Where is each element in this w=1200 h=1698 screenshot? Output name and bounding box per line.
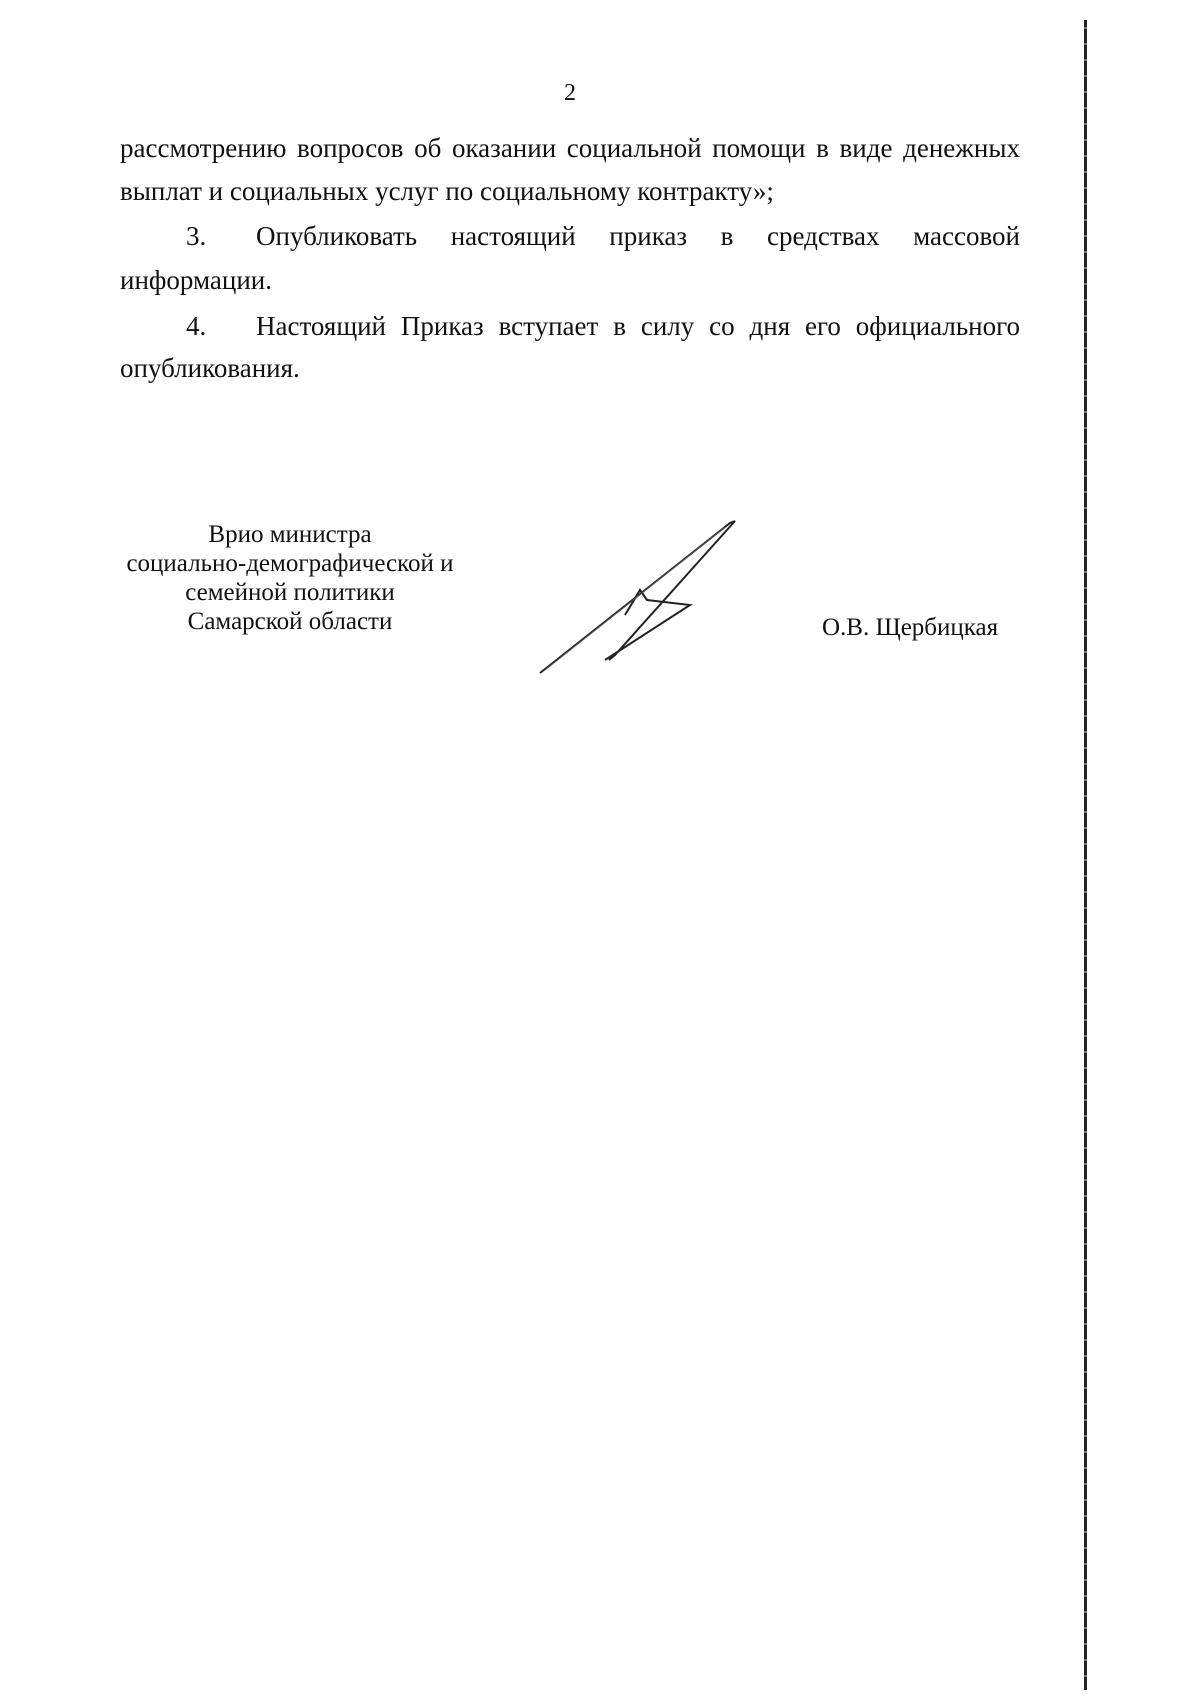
title-line: семейной политики: [185, 579, 395, 606]
item-4: [186, 310, 1020, 342]
title-line: социально-демографической и: [126, 550, 454, 577]
item-3: [186, 220, 1020, 252]
signatory-name: О.В. Щербицкая: [822, 614, 999, 641]
title-line: Самарской области: [187, 608, 393, 635]
paragraph-line: опубликования.: [120, 353, 300, 383]
scan-edge-line: [1084, 20, 1087, 1690]
paragraph-line: информации.: [120, 265, 272, 295]
title-line: Врио министра: [208, 521, 372, 548]
item-number: 4.: [186, 311, 207, 341]
signatory-title: [100, 520, 480, 636]
handwritten-signature: [535, 515, 745, 680]
paragraph-line: рассмотрению вопросов об оказании социальной помощи в виде денежных: [120, 133, 1020, 163]
item-text: Настоящий Приказ вступает в силу со дня его официального: [256, 311, 1020, 341]
item-text: Опубликовать настоящий приказ в средствах массовой: [256, 221, 1020, 251]
paragraph-line: выплат и социальных услуг по социальному контракту»;: [120, 176, 774, 206]
item-number: 3.: [186, 221, 207, 251]
page-number: 2: [564, 80, 576, 106]
